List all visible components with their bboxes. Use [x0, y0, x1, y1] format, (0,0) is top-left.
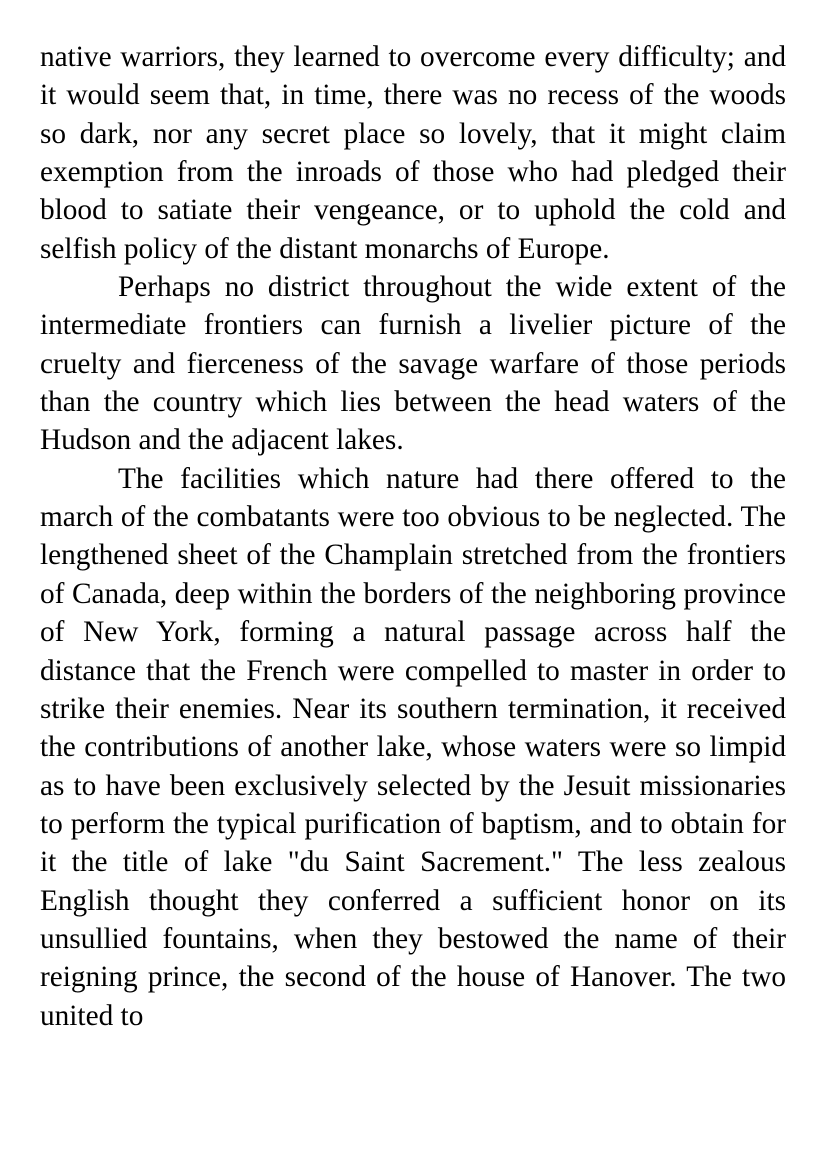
document-page — [40, 38, 786, 1035]
paragraph-facilities: The facilities which nature had there offered to the march of the combatants were too obvious to be neglected. The lengthened sheet of the Champlain stretched from the frontiers of Canada, deep within the borders of the neighboring province of New York, forming a natural passage across half the distance that the French were compelled to master in order to strike their enemies. Near its southern termination, it received the contributions of another lake, whose waters were so limpid as to have been exclusively selected by the Jesuit missionaries to perform the typical purification of baptism, and to obtain for it the title of lake "du Saint Sacrement." The less zealous English thought they conferred a sufficient honor on its unsullied fountains, when they bestowed the name of their reigning prince, the second of the house of Hanover. The two united to — [40, 462, 786, 1032]
paragraph-continuation: native warriors, they learned to overcome every difficulty; and it would seem that, in time, there was no recess of the woods so dark, nor any secret place so lovely, that it might claim exemption from the inroads of those who had pledged their blood to satiate their vengeance, or to uphold the cold and selfish policy of the distant monarchs of Europe. — [40, 41, 786, 265]
paragraph-district: Perhaps no district throughout the wide extent of the intermediate frontiers can furnish a livelier picture of the cruelty and fierceness of the savage warfare of those periods than the country which lies between the head waters of the Hudson and the adjacent lakes. — [40, 271, 786, 457]
